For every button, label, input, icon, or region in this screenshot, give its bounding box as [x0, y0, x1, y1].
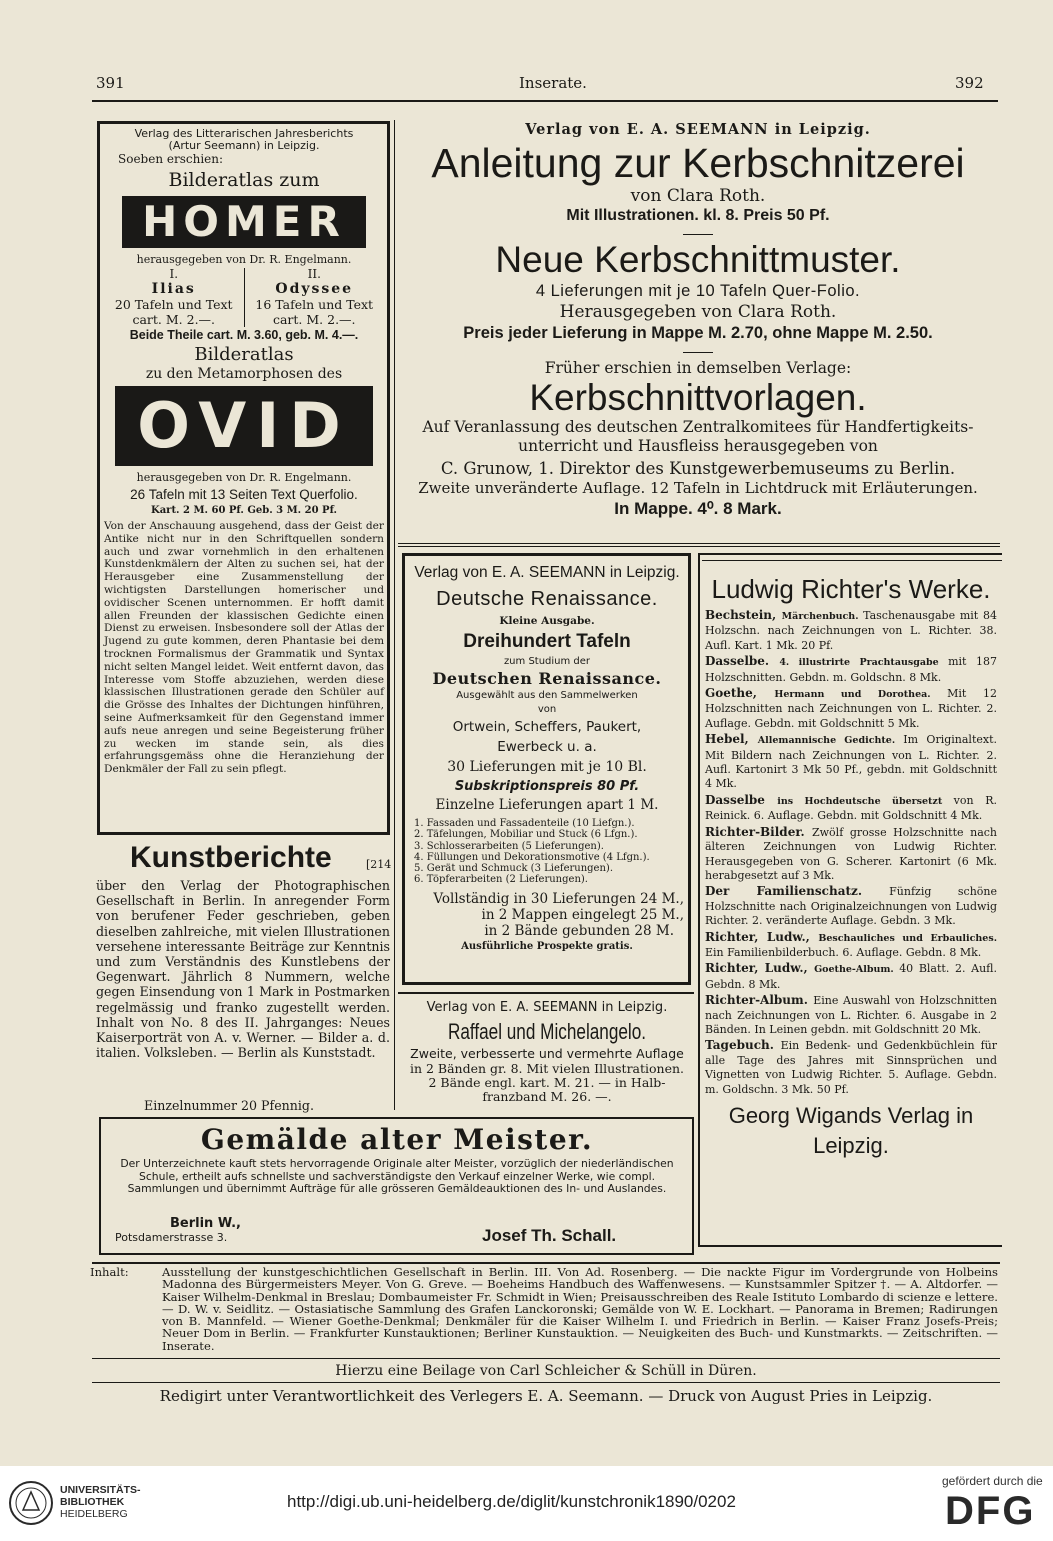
- funding-note: gefördert durch die: [942, 1474, 1043, 1488]
- column-rule: [394, 120, 395, 1110]
- mappe-price: In Mappe. 4⁰. 8 Mark.: [614, 499, 782, 518]
- kerbschnittvorlagen-desc: Auf Veranlassung des deutschen Zentralkomitees für Handfertigkeits-: [422, 418, 974, 436]
- publisher-line: (Artur Seemann) in Leipzig.: [168, 139, 320, 152]
- authors-line: Ewerbeck u. a.: [497, 739, 597, 755]
- entry-text: 40 Blatt. 2. Aufl. Gebdn. 8 Mk.: [705, 962, 997, 991]
- entry-author: Dasselbe.: [705, 654, 780, 669]
- renaissance-title: Deutsche Renaissance.: [436, 588, 658, 610]
- einzelne-line: Einzelne Lieferungen apart 1 M.: [435, 797, 659, 813]
- university-name: [60, 1484, 141, 1520]
- short-rule: [683, 352, 713, 353]
- zum-studium: zum Studium der: [503, 656, 591, 667]
- editor-line: herausgegeben von Dr. R. Engelmann.: [136, 471, 352, 484]
- entry-author: Richter-Album.: [705, 993, 814, 1008]
- publisher-line: Verlag des Litterarischen Jahresberichts: [134, 127, 354, 140]
- dreihundert-tafeln: Dreihundert Tafeln: [463, 631, 631, 652]
- volume-price: cart. M. 2.—.: [272, 312, 356, 327]
- richter-entry: [705, 993, 997, 1037]
- wigand-footer: Georg Wigands Verlag in Leipzig.: [728, 1103, 974, 1158]
- list-item: 3. Schlosserarbeiten (5 Lieferungen).: [414, 840, 604, 852]
- entry-author: Der Familienschatz.: [705, 884, 890, 899]
- inhalt-text: Ausstellung der kunstgeschichtlichen Gesellschaft in Berlin. III. Von Ad. Rosenberg. — Die nackte Figur im Vordergrunde von Holbeins Madonna des Bürgermeisters Meyer. Von G. Greve. — Boeheims Handbuch des Waffenwesens. — Kunstsammler Spitzer †. — A. Altdorfer. — Kaiser Wilhelm-Denkmal in Breslau; Dombaumeister Fr. Schmidt in Wien; Preisausschreiben des Reale Istituto Lombardo di scienze e lettere. — D. W. v. Seidlitz. — Ostasiatische Sammlung des Grafen Lanckoronski; Gemälde von W. E. Lockhart. — Panorama in Bremen; Radirungen von B. Mannfeld. — Wiener Goethe-Denkmal; Denkmäler für die Kaiser Wilhelm I. und Friedrich in Berlin. — Kaiser Franz Josefs-Preis; Neuer Dom in Berlin. — Frankfurter Kunstauktionen; Berliner Kunstauktion. — Neuigkeiten des Buch- und Kunstmarkts. — Zeitschriften. — Inserate.: [162, 1265, 998, 1353]
- richter-entries: [705, 608, 997, 1097]
- raffael-ad: [398, 998, 696, 1104]
- entry-author: Tagebuch.: [705, 1038, 781, 1053]
- editor-line: Herausgegeben von Clara Roth.: [559, 302, 837, 322]
- university-line: HEIDELBERG: [60, 1508, 128, 1520]
- digitization-footer: [0, 1466, 1053, 1541]
- richter-entry: [705, 961, 997, 992]
- entry-text: Eine Auswahl von Holzschnitten nach Zeichnungen von L. Richter. 6. Ausgabe in 2 Bänden. In Leinen gebdn. mit Goldschnitt 20 Mk.: [705, 994, 997, 1036]
- richter-ad-content: [705, 570, 997, 1161]
- entry-title: 4. illustrirte Prachtausgabe: [779, 657, 949, 669]
- grunow-line: C. Grunow, 1. Direktor des Kunstgewerbemuseums zu Berlin.: [440, 459, 956, 478]
- entry-text: Im Originaltext. Mit Bildern nach Zeichnungen von L. Richter. 2. Aufl. Kartonirt 3 Mk 50 Pf., gebdn. mit Goldschnitt 4 Mk.: [705, 733, 997, 791]
- double-rule: [398, 546, 1000, 547]
- inhalt-rule-bottom: [92, 1358, 1000, 1359]
- volume-price: cart. M. 2.—.: [132, 312, 216, 327]
- entry-text: Fünfzig schöne Holzschnitte nach Originalzeichnungen von Ludwig Richter. 2. veränderte Auflage. Gebdn. 3 Mk.: [705, 885, 997, 928]
- raffael-desc: Zweite, verbesserte und vermehrte Auflage: [410, 1046, 684, 1061]
- richter-entry: [705, 793, 997, 824]
- kunstberichte-mark: [214: [366, 858, 392, 871]
- author-line: von Clara Roth.: [630, 186, 766, 206]
- kunstberichte-title: Kunstberichte: [130, 841, 332, 874]
- richter-entry: [705, 608, 997, 653]
- entry-text: Mit 12 Holzschnitten nach Zeichnungen von L. Richter. 2. Auflage. Gebdn. mit Goldschnitt 5 Mk.: [705, 687, 997, 730]
- kerbschnittmuster-price: Preis jeder Lieferung in Mappe M. 2.70, ohne Mappe M. 2.50.: [463, 324, 933, 342]
- inhalt-label: Inhalt:: [90, 1265, 129, 1279]
- gemaelde-name: Josef Th. Schall.: [482, 1226, 617, 1245]
- kerbschnittvorlagen-desc: unterricht und Hausfleiss herausgegeben von: [518, 437, 878, 455]
- von-line: von: [537, 704, 557, 715]
- entry-text: mit 187 Holzschnitten. Gebdn. m. Goldschn. 8 Mk.: [705, 655, 997, 684]
- entry-title: Allemannische Gedichte.: [757, 735, 904, 747]
- bilderatlas-heading: Bilderatlas zum: [168, 169, 320, 191]
- kerbschnittmuster-title: Neue Kerbschnittmuster.: [495, 239, 901, 280]
- anleitung-price: Mit Illustrationen. kl. 8. Preis 50 Pf.: [566, 207, 830, 224]
- gemaelde-body: Der Unterzeichnete kauft stets hervorragende Originale alter Meister, vorzüglich der niederländischen Schule, ertheilt aufs schnellste und sachverständigste den Verkauf einzelner Werke, wie compl. Sammlungen und übernimmt Aufträge für alle grösseren Gemäldeauktionen des In- und Auslandes.: [120, 1157, 674, 1196]
- list-item: 4. Füllungen und Dekorationsmotive (4 Lfgn.).: [414, 851, 650, 863]
- editor-line: herausgegeben von Dr. R. Engelmann.: [136, 253, 352, 266]
- ausgewaehlt-line: Ausgewählt aus den Sammelwerken: [456, 690, 638, 701]
- list-item: 1. Fassaden und Fassadenteile (10 Liefgn.).: [414, 818, 635, 829]
- seemann-verlag: Verlag von E. A. SEEMANN in Leipzig.: [525, 121, 871, 138]
- entry-title: Märchenbuch.: [781, 611, 864, 622]
- richter-entry: [705, 654, 997, 685]
- redigiert-line: Redigirt unter Verantwortlichkeit des Verlegers E. A. Seemann. — Druck von August Pries in Leipzig.: [159, 1387, 933, 1405]
- bilderatlas-body: Von der Anschauung ausgehend, dass der Geist der Antike nicht nur in den Schriftquellen sondern auch und zwar vornehmlich in den erhaltenen Kunstdenkmälern der Alten zu suchen sei, hat der Herausgeber eine Zusammenstellung der wichtigsten Darstellungen homerischer und ovidischer Scenen unternommen. Er hofft damit allen Freunden der klassischen Gedichte einen Dienst zu erweisen. Insbesondere soll der Atlas der Jugend zu gute kommen, deren Phantasie bei dem trocknen Formalismus der Grammatik und Syntax nicht selten Mangel leidet. Weit entfernt davon, das Interesse vom Stoffe abzuziehen, werden diese klassischen Illustrationen gerade den Schüler auf die Grösse des Inhaltes der Dichtungen hinführen, seine Aufmerksamkeit für den Gegenstand immer aufs neue anregen und seine Begeisterung früher zu wecken im stande sein, als dies erfahrungsgemäss ohne die Heranziehung der Denkmäler der Fall zu sein pflegt.: [104, 520, 384, 776]
- university-line: BIBLIOTHEK: [60, 1496, 125, 1508]
- volume-desc: 16 Tafeln und Text: [255, 297, 374, 312]
- volume-number: II.: [307, 267, 321, 281]
- raffael-desc: 2 Bände engl. kart. M. 21. — in Halb-: [428, 1075, 666, 1090]
- soeben-text: Soeben erschien:: [118, 152, 224, 166]
- vollstaendig-line: in 2 Mappen eingelegt 25 M.,: [481, 906, 684, 923]
- gemaelde-ad-content: [110, 1122, 684, 1196]
- entry-author: Dasselbe: [705, 792, 778, 807]
- entry-text: Ein Familienbilderbuch. 6. Auflage. Gebdn. 8 Mk.: [705, 945, 982, 959]
- richter-entry: [705, 825, 997, 884]
- raffael-desc: franzband M. 26. —.: [482, 1089, 612, 1104]
- entry-author: Bechstein,: [705, 608, 782, 622]
- seemann-verlag: Verlag von E. A. SEEMANN in Leipzig.: [426, 1000, 668, 1015]
- list-item: 2. Täfelungen, Mobiliar und Stuck (6 Lfgn.).: [414, 829, 638, 841]
- gemaelde-city: Berlin W.,: [170, 1216, 241, 1231]
- entry-text: Zwölf grosse Holzschnitte nach älteren Zeichnungen von Ludwig Richter. Herausgegeben von G. Scherer. Kartonirt (6 Mk. herabgesetzt auf 3 Mk.: [705, 825, 997, 882]
- bilderatlas-ad-content: [104, 128, 384, 776]
- ilias-column: [104, 268, 245, 327]
- odyssee-column: [245, 268, 385, 327]
- entry-author: Richter, Ludw.,: [705, 961, 815, 976]
- entry-author: Hebel,: [705, 732, 758, 747]
- volume-desc: 20 Tafeln und Text: [114, 297, 233, 312]
- richter-entry: [705, 930, 997, 961]
- renaissance-ad-content: [410, 562, 684, 954]
- homer-logo: HOMER: [122, 196, 366, 248]
- entry-title: Hermann und Dorothea.: [774, 689, 948, 701]
- authors-line: Ortwein, Scheffers, Paukert,: [452, 719, 642, 735]
- university-line: UNIVERSITÄTS-: [60, 1484, 141, 1496]
- gemaelde-title: Gemälde alter Meister.: [200, 1123, 594, 1156]
- seemann-verlag: Verlag von E. A. SEEMANN in Leipzig.: [414, 564, 680, 581]
- kunstberichte-einzel: Einzelnummer 20 Pfennig.: [144, 1098, 314, 1113]
- bilderatlas-heading: Bilderatlas: [194, 344, 294, 365]
- running-title: Inserate.: [519, 74, 587, 92]
- entry-title: Goethe-Album.: [814, 964, 900, 976]
- metamorphosen-line: zu den Metamorphosen des: [145, 366, 343, 382]
- subskriptionspreis: Subskriptionspreis 80 Pf.: [454, 779, 640, 794]
- richter-entry: [705, 732, 997, 792]
- richter-entry: [705, 1038, 997, 1097]
- page-number-left: 391: [96, 74, 125, 92]
- gemaelde-street: Potsdamerstrasse 3.: [115, 1231, 228, 1244]
- list-item: 6. Töpferarbeiten (2 Lieferungen).: [414, 874, 588, 886]
- kleine-ausgabe: Kleine Ausgabe.: [499, 615, 595, 627]
- entry-text: von R. Reinick. 6. Auflage. Gebdn. mit Goldschnitt 4 Mk.: [705, 793, 997, 823]
- volume-number: I.: [169, 267, 179, 281]
- page-number-right: 392: [955, 74, 984, 92]
- vollstaendig-line: Vollständig in 30 Lieferungen 24 M.,: [433, 890, 684, 907]
- homer-volumes: [104, 268, 384, 327]
- volume-title: Odyssee: [275, 281, 354, 297]
- divider: [398, 992, 694, 994]
- vollstaendig-line: in 2 Bände gebunden 28 M.: [484, 922, 674, 939]
- header-rule: [92, 100, 998, 102]
- raffael-title: Raffael und Michelangelo.: [447, 1019, 647, 1044]
- entry-author: Goethe,: [705, 686, 775, 701]
- ovid-price: Kart. 2 M. 60 Pf. Geb. 3 M. 20 Pf.: [151, 505, 337, 516]
- frueher-line: Früher erschien in demselben Verlage:: [544, 359, 852, 377]
- entry-text: Ein Bedenk- und Gedenkbüchlein für alle Tage des Jahres mit Sinnsprüchen und Vignetten von Ludwig Richter. 5. Auflage. Gebdn. m. Goldschn. 3 Mk. 50 Pf.: [705, 1039, 997, 1096]
- renaissance-list: [410, 818, 684, 886]
- prospekte-line: Ausführliche Prospekte gratis.: [461, 940, 633, 952]
- ovid-logo: OVID: [115, 386, 373, 466]
- volume-title: Ilias: [151, 281, 196, 297]
- richter-entry: [705, 884, 997, 928]
- entry-title: ins Hochdeutsche übersetzt: [777, 795, 954, 807]
- double-rule: [398, 543, 1000, 544]
- inhalt-section: [90, 1266, 998, 1352]
- richter-entry: [705, 686, 997, 731]
- short-rule: [683, 234, 713, 235]
- permalink[interactable]: http://digi.ub.uni-heidelberg.de/diglit/kunstchronik1890/0202: [287, 1492, 736, 1511]
- kerbschnittvorlagen-title: Kerbschnittvorlagen.: [529, 377, 867, 418]
- ovid-tafeln: 26 Tafeln mit 13 Seiten Text Querfolio.: [130, 487, 358, 502]
- kunstberichte-body: über den Verlag der Photographischen Gesellschaft in Berlin. In anregender Form von berufener Feder geschrieben, geben dieselben zahlreiche, mit vielen Illustrationen versehene interessante Beiträge zur Kenntnis und zum Verständnis des Kunstlebens der Gegenwart. Jährlich 8 Nummern, welche gegen Einsendung von 1 Mark in Postmarken regelmässig und franko zugestellt werden. Inhalt von No. 8 des II. Jahrganges: Neues Kaiserporträt von A. v. Werner. — Bilder a. d. italien. Volksleben. — Berlin als Kunststadt.: [96, 878, 390, 1061]
- deutschen-renaissance: Deutschen Renaissance.: [432, 669, 662, 688]
- university-seal-icon: [8, 1480, 54, 1526]
- auflage-line: Zweite unveränderte Auflage. 12 Tafeln in Lichtdruck mit Erläuterungen.: [418, 479, 978, 497]
- lieferungen-line: 30 Lieferungen mit je 10 Bl.: [447, 759, 647, 775]
- entry-author: Richter, Ludw.,: [705, 929, 819, 944]
- inhalt-rule: [92, 1262, 1000, 1264]
- entry-text: Taschenausgabe mit 84 Holzschn. nach Zeichnungen von L. Richter. 38. Aufl. Kart. 1 Mk. 20 Pf.: [705, 609, 997, 652]
- kerbschnittmuster-lieferungen: 4 Lieferungen mit je 10 Tafeln Quer-Folio.: [535, 282, 861, 300]
- dfg-logo: DFG: [945, 1489, 1036, 1533]
- kerbschnitt-ad: [398, 120, 998, 519]
- raffael-desc: in 2 Bänden gr. 8. Mit vielen Illustrationen.: [409, 1061, 685, 1076]
- richter-title: Ludwig Richter's Werke.: [711, 574, 991, 604]
- beilage-rule: [92, 1382, 1000, 1383]
- anleitung-title: Anleitung zur Kerbschnitzerei: [431, 140, 965, 186]
- richter-rule: [702, 560, 1002, 561]
- list-item: 5. Gerät und Schmuck (3 Lieferungen).: [414, 863, 613, 875]
- beilage-line: Hierzu eine Beilage von Carl Schleicher & Schüll in Düren.: [335, 1363, 757, 1379]
- entry-title: Beschauliches und Erbauliches.: [818, 932, 997, 944]
- both-volumes-price: Beide Theile cart. M. 3.60, geb. M. 4.—.: [129, 328, 359, 342]
- entry-author: Richter-Bilder.: [705, 824, 812, 839]
